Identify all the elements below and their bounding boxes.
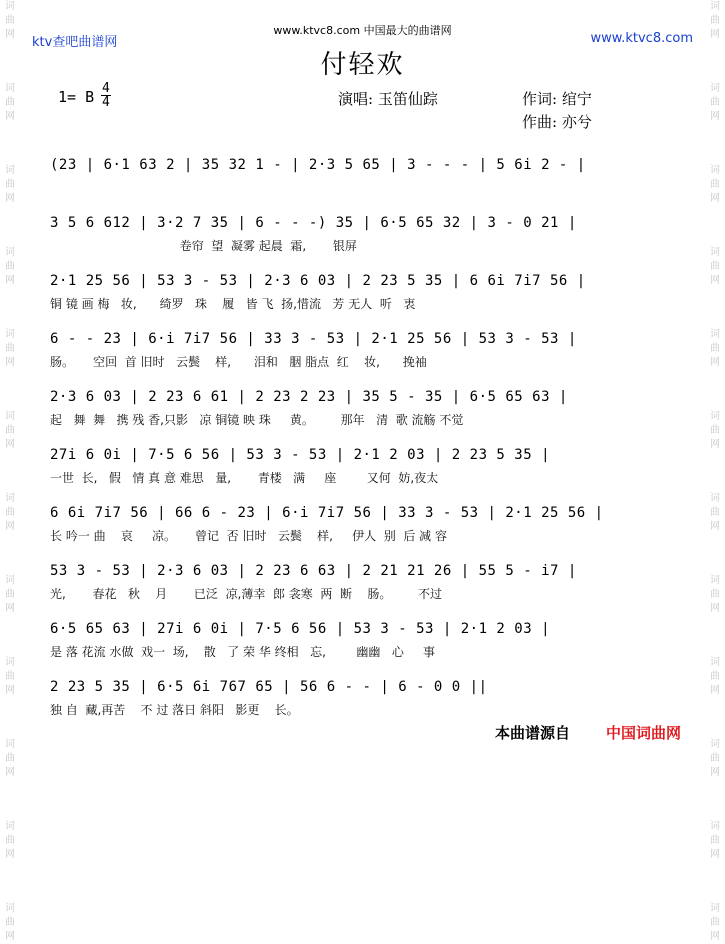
watermark-text: 词曲网 [5, 821, 15, 860]
lyricist-credit: 作词: 绾宁 [522, 90, 592, 108]
site-tagline: www.ktvc8.com 中国最大的曲谱网 [273, 24, 452, 37]
watermark-text: 词曲网 [5, 329, 15, 368]
lyrics-line: 是 落 花流 水做 戏一 场, 散 了 荣 华 终相 忘, 幽幽 心 事 [50, 645, 435, 659]
notation-line: 2·3 6 03 | 2 23 6 61 | 2 23 2 23 | 35 5 - 35 | 6·5 65 63 | [50, 389, 568, 405]
score-row [50, 152, 670, 210]
lyrics-line: 铜 镜 画 梅 妆, 绮罗 珠 履 皆 飞 扬,惜流 芳 无人 听 衷 [50, 297, 416, 311]
meter-bottom: 4 [102, 95, 110, 110]
lyrics-line [50, 178, 670, 198]
score-row [50, 616, 670, 674]
score-row [50, 674, 670, 732]
watermark-text: 词曲网 [5, 83, 15, 122]
site-link-right[interactable]: www.ktvc8.com [590, 31, 693, 46]
watermark-text: 词曲网 [710, 411, 720, 450]
notation-line: 2 23 5 35 | 6·5 6i 767 65 | 56 6 - - | 6 - 0 0 || [50, 679, 488, 695]
lyrics-line: 光, 春花 秋 月 已泛 凉,薄幸 郎 衾寒 两 断 肠。 不过 [50, 587, 443, 601]
watermark-text: 词曲网 [5, 165, 15, 204]
watermark-text: 词曲网 [5, 739, 15, 778]
notation-line: (23 | 6·1 63 2 | 35 32 1 - | 2·3 5 65 | 3 - - - | 5 6i 2 - | [50, 157, 586, 173]
notation-line: 3 5 6 612 | 3·2 7 35 | 6 - - -) 35 | 6·5 65 32 | 3 - 0 21 | [50, 215, 577, 231]
watermark-text: 词曲网 [710, 83, 720, 122]
time-signature [101, 82, 111, 109]
score-row [50, 500, 670, 558]
score-row [50, 210, 670, 268]
watermark-text: 词曲网 [710, 1, 720, 40]
watermark-text: 词曲网 [5, 657, 15, 696]
source-label: 本曲谱源自 [495, 724, 571, 742]
site-link-left[interactable]: ktv查吧曲谱网 [32, 35, 118, 50]
composer-credit: 作曲: 亦兮 [522, 113, 592, 131]
score [50, 152, 670, 732]
score-row [50, 558, 670, 616]
watermark-text: 词曲网 [5, 1, 15, 40]
lyrics-line: 肠。 空回 首 旧时 云鬓 样, 泪和 胭 脂点 红 妆, 挽袖 [50, 355, 427, 369]
score-row [50, 384, 670, 442]
watermark-text: 词曲网 [5, 575, 15, 614]
notation-line: 6 6i 7i7 56 | 66 6 - 23 | 6·i 7i7 56 | 33 3 - 53 | 2·1 25 56 | [50, 505, 604, 521]
watermark-text: 词曲网 [710, 247, 720, 286]
notation-line: 53 3 - 53 | 2·3 6 03 | 2 23 6 63 | 2 21 21 26 | 55 5 - i7 | [50, 563, 577, 579]
lyrics-line: 起 舞 舞 携 残 香,只影 凉 铜镜 映 珠 黄。 那年 清 歌 流觞 不觉 [50, 413, 464, 427]
lyrics-line: 一世 长, 假 情 真 意 难思 量, 青楼 满 座 又何 妨,夜太 [50, 471, 439, 485]
notation-line: 27i 6 0i | 7·5 6 56 | 53 3 - 53 | 2·1 2 03 | 2 23 5 35 | [50, 447, 551, 463]
watermark-text: 词曲网 [5, 247, 15, 286]
watermark-text: 词曲网 [710, 739, 720, 778]
lyrics-line: 独 自 藏,再苦 不 过 落日 斜阳 影更 长。 [50, 703, 299, 717]
watermark-right [707, 0, 723, 942]
watermark-text: 词曲网 [5, 903, 15, 942]
watermark-text: 词曲网 [710, 657, 720, 696]
notation-line: 6 - - 23 | 6·i 7i7 56 | 33 3 - 53 | 2·1 25 56 | 53 3 - 53 | [50, 331, 577, 347]
key-signature: 1= B [58, 88, 95, 106]
song-title: 付轻欢 [320, 50, 405, 80]
watermark-text: 词曲网 [710, 165, 720, 204]
watermark-text: 词曲网 [710, 821, 720, 860]
score-row [50, 326, 670, 384]
watermark-text: 词曲网 [5, 411, 15, 450]
watermark-text: 词曲网 [710, 903, 720, 942]
singer-credit: 演唱: 玉笛仙踪 [338, 90, 438, 108]
watermark-left [2, 0, 18, 942]
notation-line: 6·5 65 63 | 27i 6 0i | 7·5 6 56 | 53 3 - 53 | 2·1 2 03 | [50, 621, 551, 637]
source-brand-link[interactable]: 中国词曲网 [606, 724, 682, 742]
watermark-text: 词曲网 [5, 493, 15, 532]
watermark-text: 词曲网 [710, 329, 720, 368]
lyrics-line: 长 吟一 曲 哀 凉。 曾记 否 旧时 云鬓 样, 伊人 别 后 减 容 [50, 529, 447, 543]
watermark-text: 词曲网 [710, 575, 720, 614]
score-row [50, 268, 670, 326]
watermark-text: 词曲网 [710, 493, 720, 532]
lyrics-line: 卷帘 望 凝雾 起晨 霜, 银屏 [50, 239, 357, 253]
score-row [50, 442, 670, 500]
notation-line: 2·1 25 56 | 53 3 - 53 | 2·3 6 03 | 2 23 5 35 | 6 6i 7i7 56 | [50, 273, 586, 289]
meter-top: 4 [102, 81, 110, 96]
